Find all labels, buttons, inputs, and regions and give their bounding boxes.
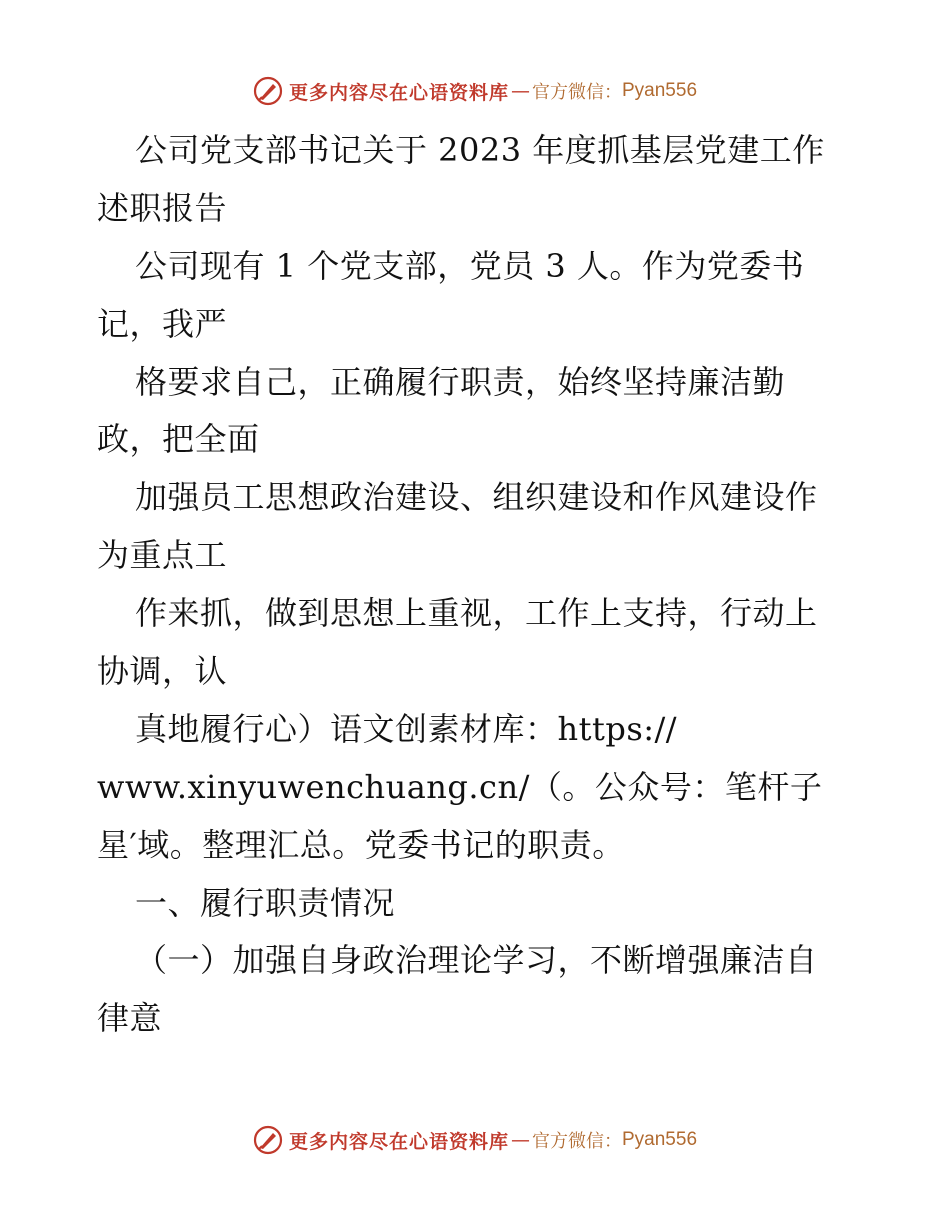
banner-wechat-id: Pyan556	[622, 1129, 698, 1150]
banner-brand-text: 更多内容尽在心语资料库	[288, 1130, 509, 1153]
quill-pen-logo-icon	[253, 76, 283, 106]
doc-paragraph-line: 作来抓，做到思想上重视，工作上支持，行动上	[135, 594, 818, 633]
subsection-heading-line: （一）加强自身政治理论学习，不断增强廉洁自	[135, 941, 818, 980]
doc-paragraph-line: 公司现有 1 个党支部，党员 3 人。作为党委书	[135, 246, 805, 285]
doc-paragraph-line: 星′域。整理汇总。党委书记的职责。	[97, 825, 625, 864]
header-banner	[0, 71, 950, 111]
banner-wechat-id: Pyan556	[622, 80, 698, 101]
banner-brand-text: 更多内容尽在心语资料库	[288, 81, 509, 104]
banner-wechat-label: 官方微信：	[532, 1131, 622, 1152]
doc-paragraph-line: 为重点工	[97, 536, 228, 575]
footer-banner	[0, 1120, 950, 1160]
doc-paragraph-line: 加强员工思想政治建设、组织建设和作风建设作	[135, 478, 818, 517]
document-body	[97, 122, 857, 1048]
doc-paragraph-line: 格要求自己，正确履行职责，始终坚持廉洁勤	[135, 362, 786, 401]
banner-separator: —	[511, 1129, 530, 1151]
banner-separator: —	[511, 80, 530, 102]
section-heading: 一、履行职责情况	[135, 883, 396, 922]
quill-pen-logo-icon	[253, 1125, 283, 1155]
doc-title-line-2: 述职报告	[97, 188, 228, 227]
doc-paragraph-line: 记，我严	[97, 304, 228, 343]
doc-title-line-1: 公司党支部书记关于 2023 年度抓基层党建工作	[135, 131, 825, 169]
subsection-heading-line: 律意	[97, 999, 163, 1038]
doc-paragraph-line: www.xinyuwenchuang.cn/（。公众号：笔杆子	[97, 767, 823, 806]
doc-paragraph-line: 协调，认	[97, 652, 228, 691]
banner-wechat-label: 官方微信：	[532, 82, 622, 103]
doc-paragraph-line: 政，把全面	[97, 420, 260, 459]
doc-paragraph-line: 真地履行心）语文创素材库：https://	[135, 709, 678, 748]
